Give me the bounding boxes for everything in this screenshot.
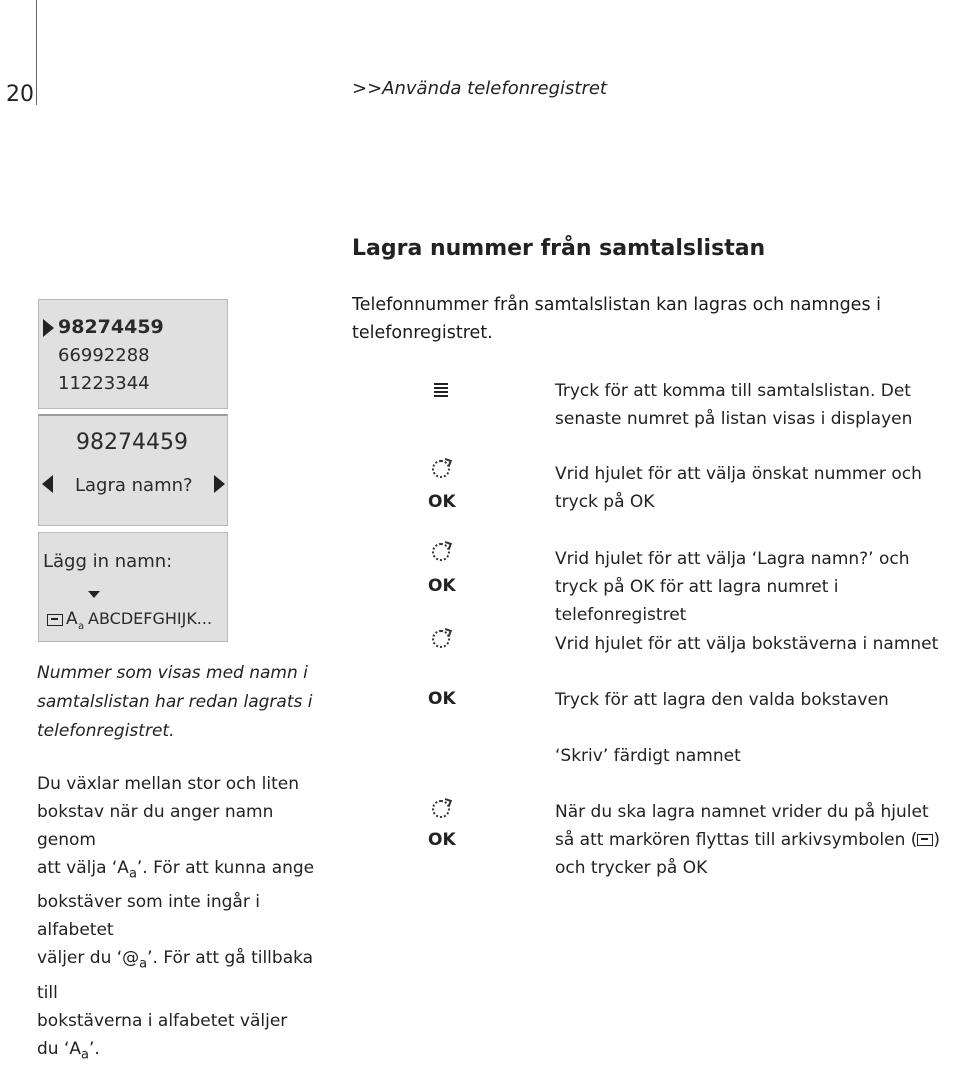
detail-number: 98274459 (76, 430, 188, 455)
entry-case-upper: A (66, 609, 78, 629)
ok-key: OK (428, 689, 456, 709)
list-selected-number: 98274459 (58, 316, 164, 338)
entry-case-lower: a (78, 621, 85, 632)
wheel-icon (432, 543, 450, 561)
case-switch-paragraph: Du växlar mellan stor och liten bokstav när du anger namn genom att välja ‘$A_a$’. För att kunna ange bokstäver som inte ingår i alfabetet väljer du ‘$@_a$’. För att gå tillbaka till bokstäverna i alfabetet väljer du ‘$A_a$’. (37, 774, 315, 1063)
ok-key: OK (428, 492, 456, 512)
step-finish-name: ‘Skriv’ färdigt namnet (555, 746, 741, 766)
wheel-icon (432, 800, 450, 818)
menu-icon (434, 383, 448, 399)
step-select-store-name: Vrid hjulet för att välja ‘Lagra namn?’ och tryck på OK för att lagra numret i telefonregistret (555, 549, 910, 625)
step-select-letters: Vrid hjulet för att välja bokstäverna i namnet (555, 634, 939, 654)
list-item: 66992288 (58, 345, 150, 366)
wheel-icon (432, 630, 450, 648)
section-title: >>Använda telefonregistret (352, 78, 607, 99)
entry-prompt: Lägg in namn: (43, 551, 173, 572)
folder-icon (47, 614, 63, 626)
ok-key: OK (428, 576, 456, 596)
detail-option: Lagra namn? (75, 475, 193, 496)
display-call-list (38, 299, 228, 409)
display-number-detail (38, 414, 228, 526)
arrow-right-icon (43, 319, 54, 337)
left-note: Nummer som visas med namn i samtalslistan har redan lagrats i telefonregistret. (37, 663, 313, 741)
step-select-number: Vrid hjulet för att välja önskat nummer och tryck på OK (555, 464, 922, 512)
wheel-icon (432, 460, 450, 478)
margin-rule (36, 0, 37, 105)
intro-text: Telefonnummer från samtalslistan kan lagras och namnges i telefonregistret. (352, 295, 881, 343)
arrow-down-icon (88, 591, 100, 598)
ok-key: OK (428, 830, 456, 850)
page-number: 20 (6, 82, 34, 107)
step-store-letter: Tryck för att lagra den valda bokstaven (555, 690, 889, 710)
folder-icon (917, 834, 933, 846)
step-open-call-list: Tryck för att komma till samtalslistan. Det senaste numret på listan visas i displayen (555, 381, 913, 429)
arrow-right-icon (214, 475, 225, 493)
step-store-name: När du ska lagra namnet vrider du på hjulet så att markören flyttas till arkivsymbolen ( ) och trycker på OK (555, 802, 941, 878)
list-item: 11223344 (58, 373, 150, 394)
entry-alphabet: ABCDEFGHIJK... (88, 609, 213, 628)
page-heading: Lagra nummer från samtalslistan (352, 236, 766, 261)
arrow-left-icon (42, 475, 53, 493)
display-name-entry (38, 532, 228, 642)
